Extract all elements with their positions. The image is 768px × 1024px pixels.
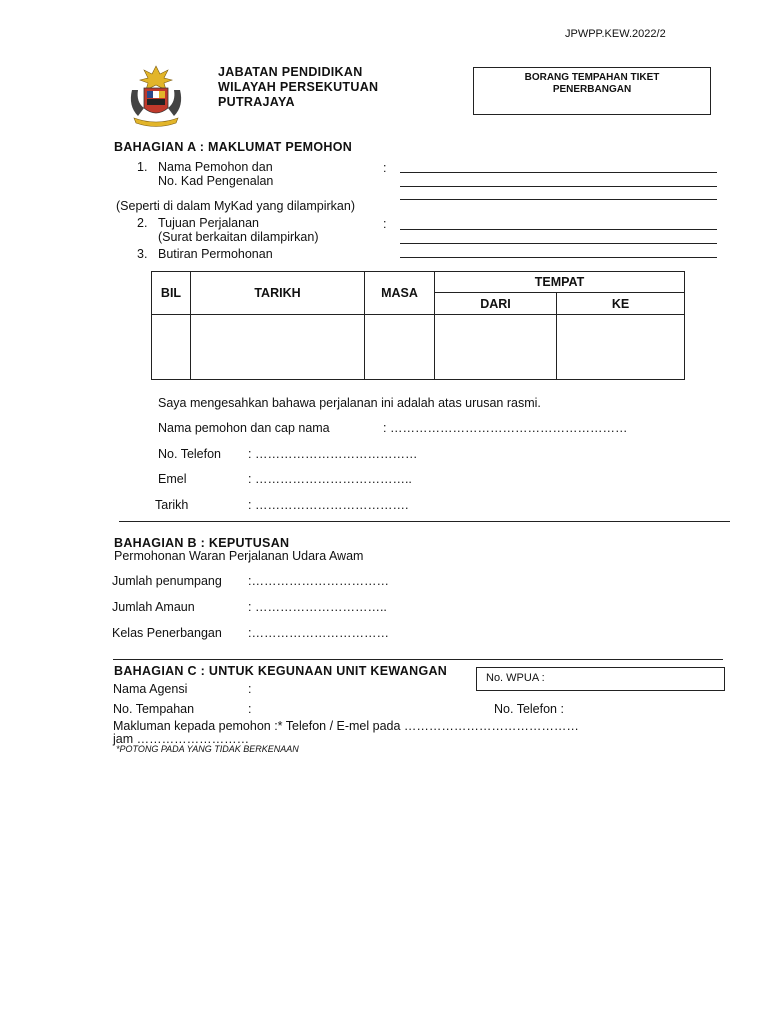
agensi-label: Nama Agensi (113, 682, 188, 696)
section-divider (119, 521, 730, 522)
colon: : (383, 217, 387, 231)
agensi-colon: : (248, 682, 252, 696)
section-a-heading: BAHAGIAN A : MAKLUMAT PEMOHON (114, 140, 353, 154)
kelas-label: Kelas Penerbangan (112, 626, 222, 640)
item-number: 1. (137, 160, 148, 174)
tarikh-label: Tarikh (155, 498, 189, 512)
cell-ke[interactable] (557, 315, 685, 380)
item1-label: Nama Pemohon dan (158, 160, 273, 174)
agency-line: JABATAN PENDIDIKAN (218, 65, 363, 79)
confirmation-statement: Saya mengesahkan bahawa perjalanan ini adalah atas urusan rasmi. (158, 396, 541, 410)
agency-line: PUTRAJAYA (218, 95, 295, 109)
cell-masa[interactable] (365, 315, 435, 380)
item2-label-line2: (Surat berkaitan dilampirkan) (158, 230, 319, 244)
item1-label-line2: No. Kad Pengenalan (158, 174, 274, 188)
tarikh-field[interactable]: : ………………………………. (248, 498, 409, 512)
cell-dari[interactable] (435, 315, 557, 380)
answer-line[interactable] (400, 186, 717, 187)
agency-name (218, 65, 378, 110)
header-tarikh: TARIKH (191, 272, 365, 315)
telefon-field[interactable]: : ………………………………… (248, 447, 418, 461)
item2-label: Tujuan Perjalanan (158, 216, 259, 230)
amaun-field[interactable]: : ………………………….. (248, 600, 387, 614)
item-number: 3. (137, 247, 148, 261)
item3-label: Butiran Permohonan (158, 247, 273, 261)
tempahan-colon: : (248, 702, 252, 716)
tempahan-label: No. Tempahan (113, 702, 195, 716)
header-masa: MASA (365, 272, 435, 315)
nama-field[interactable]: : ………………………………………………… (383, 421, 628, 435)
form-title-box (473, 67, 711, 115)
header-ke: KE (557, 293, 685, 315)
wpua-label: No. WPUA : (486, 672, 545, 684)
mykad-note: (Seperti di dalam MyKad yang dilampirkan) (116, 199, 355, 213)
form-title-line: PENERBANGAN (552, 84, 632, 95)
answer-line[interactable] (400, 172, 717, 173)
cell-bil[interactable] (152, 315, 191, 380)
footnote: *POTONG PADA YANG TIDAK BERKENAAN (116, 744, 299, 754)
jam-field[interactable]: jam ……………………… (113, 732, 250, 746)
form-title-line: BORANG TEMPAHAN TIKET (524, 72, 660, 83)
section-c-heading: BAHAGIAN C : UNTUK KEGUNAAN UNIT KEWANGAN (114, 664, 448, 678)
answer-line[interactable] (400, 229, 717, 230)
coat-of-arms-logo (120, 60, 192, 132)
section-divider (113, 659, 723, 660)
amaun-label: Jumlah Amaun (112, 600, 195, 614)
agency-line: WILAYAH PERSEKUTUAN (218, 80, 379, 94)
item-number: 2. (137, 216, 148, 230)
penumpang-label: Jumlah penumpang (112, 574, 222, 588)
answer-line[interactable] (400, 257, 717, 258)
penumpang-field[interactable]: :…………………………… (248, 574, 389, 588)
nama-label: Nama pemohon dan cap nama (158, 421, 330, 435)
kelas-field[interactable]: :…………………………… (248, 626, 389, 640)
document-code: JPWPP.KEW.2022/2 (565, 28, 666, 40)
emel-field[interactable]: : ……………………………….. (248, 472, 412, 486)
header-dari: DARI (435, 293, 557, 315)
wpua-box[interactable] (476, 667, 725, 691)
section-b-heading: BAHAGIAN B : KEPUTUSAN (114, 536, 290, 550)
telefon-label: No. Telefon (158, 447, 222, 461)
makluman-text[interactable]: Makluman kepada pemohon :* Telefon / E-mel pada …………………………………… (113, 719, 579, 733)
section-b-subheading: Permohonan Waran Perjalanan Udara Awam (114, 549, 364, 563)
colon: : (383, 161, 387, 175)
emel-label: Emel (158, 472, 187, 486)
travel-details-table (151, 271, 685, 380)
header-bil: BIL (152, 272, 191, 315)
answer-line[interactable] (400, 243, 717, 244)
cell-tarikh[interactable] (191, 315, 365, 380)
telefon-c-label: No. Telefon : (494, 702, 564, 716)
header-tempat: TEMPAT (435, 272, 685, 293)
answer-line[interactable] (400, 199, 717, 200)
